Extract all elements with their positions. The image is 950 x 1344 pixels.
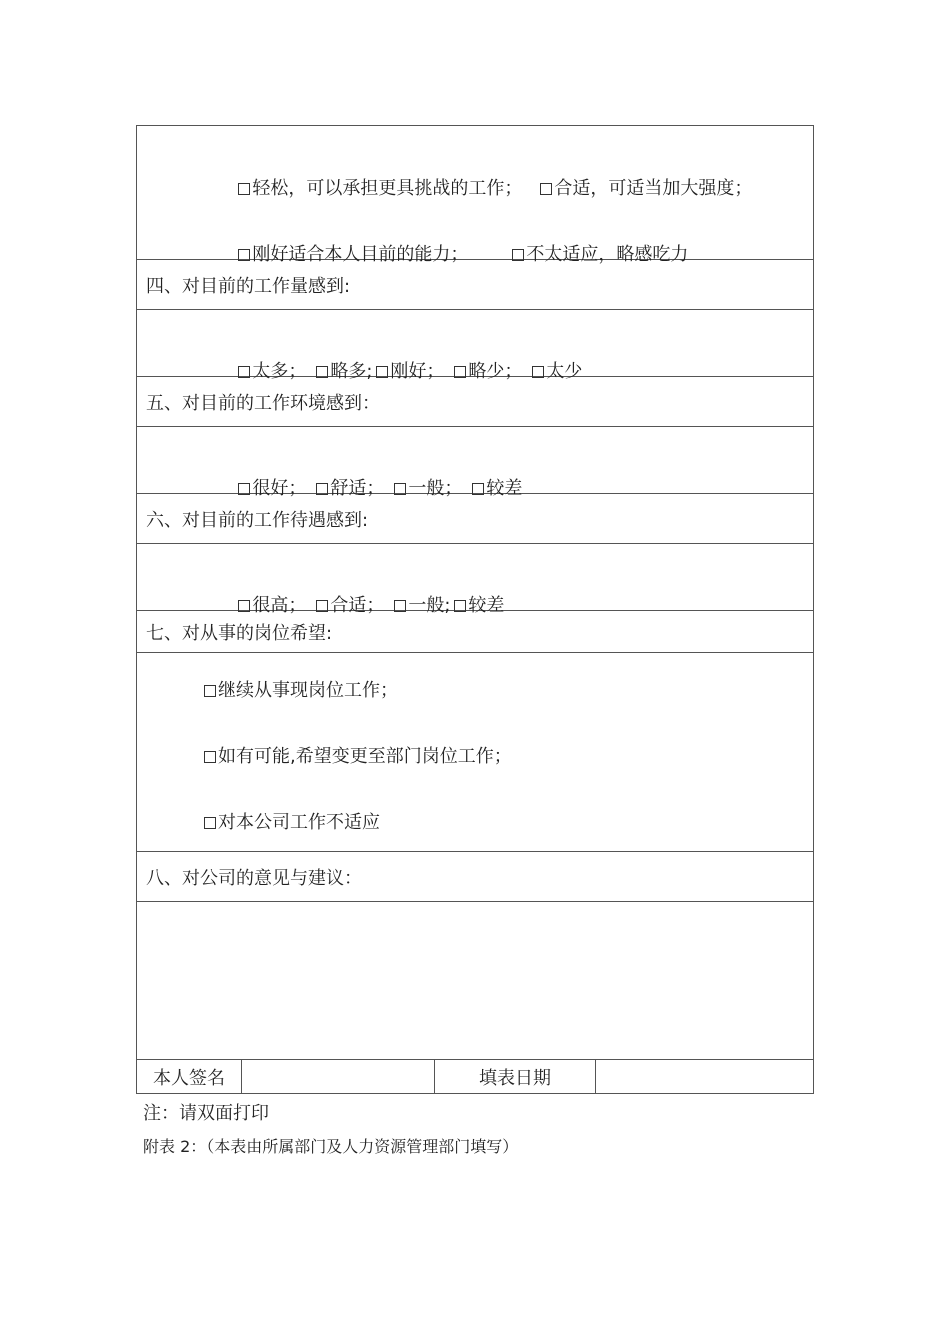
checkbox[interactable] (540, 183, 552, 195)
checkbox[interactable] (204, 817, 216, 829)
checkbox[interactable] (204, 751, 216, 763)
q3-options-line-1 (204, 153, 752, 225)
q4-title: 四、对目前的工作量感到: (137, 260, 813, 310)
q5-option-3[interactable]: 一般； (394, 477, 462, 501)
q5-options-cell (137, 427, 813, 499)
q4-option-4[interactable]: 略少； (454, 360, 522, 384)
q5-title: 五、对目前的工作环境感到： (137, 377, 813, 427)
signature-row (137, 1060, 813, 1093)
q4-option-1[interactable]: 太多； (238, 360, 306, 384)
q3-option-1[interactable]: 轻松，可以承担更具挑战的工作； (238, 177, 522, 201)
q6-options-cell (137, 544, 813, 616)
q3-option-3[interactable]: 刚好适合本人目前的能力； (238, 243, 468, 267)
q7-option-3[interactable]: 对本公司工作不适应 (204, 811, 380, 835)
signature-label: 本人签名 (137, 1060, 242, 1093)
date-field[interactable] (596, 1060, 813, 1093)
q6-option-2[interactable]: 合适； (316, 594, 384, 618)
q3-option-4[interactable]: 不太适应，略感吃力 (512, 243, 688, 267)
q4-option-5[interactable]: 太少 (532, 360, 582, 384)
q6-title: 六、对目前的工作待遇感到: (137, 494, 813, 544)
q5-option-4[interactable]: 较差 (472, 477, 522, 501)
q6-option-4[interactable]: 较差 (454, 594, 504, 618)
signature-field[interactable] (242, 1060, 435, 1093)
q5-option-1[interactable]: 很好； (238, 477, 306, 501)
q4-option-2[interactable]: 略多; (316, 360, 372, 384)
q6-option-1[interactable]: 很高； (238, 594, 306, 618)
q7-options-cell (137, 653, 813, 852)
q3-options-cell (137, 126, 813, 265)
checkbox[interactable] (238, 183, 250, 195)
q3-option-2[interactable]: 合适，可适当加大强度； (540, 177, 752, 201)
q5-option-2[interactable]: 舒适； (316, 477, 384, 501)
appendix-note: 附表 2：（本表由所属部门及人力资源管理部门填写） (143, 1137, 519, 1156)
date-label: 填表日期 (435, 1060, 596, 1093)
q4-options-cell (137, 310, 813, 382)
checkbox[interactable] (204, 685, 216, 697)
q4-option-3[interactable]: 刚好； (376, 360, 444, 384)
q7-option-1[interactable]: 继续从事现岗位工作； (204, 679, 398, 703)
q8-answer-area[interactable] (137, 902, 813, 1060)
q6-option-3[interactable]: 一般; (394, 594, 450, 618)
survey-form-table (136, 125, 814, 1094)
q8-title: 八、对公司的意见与建议： (137, 852, 813, 902)
q7-option-2[interactable]: 如有可能,希望变更至部门岗位工作； (204, 745, 512, 769)
print-note: 注：请双面打印 (143, 1103, 269, 1124)
q7-title: 七、对从事的岗位希望: (137, 611, 813, 653)
